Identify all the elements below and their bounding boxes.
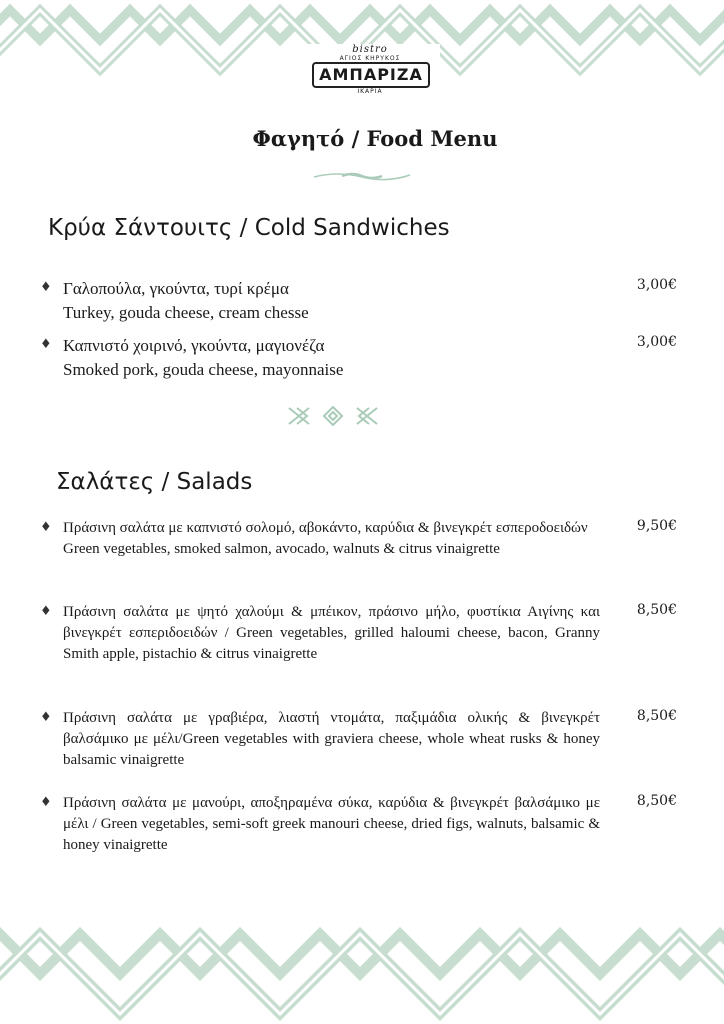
logo-town: ΑΓΙΟΣ ΚΗΡΥΚΟΣ — [339, 55, 401, 62]
bullet-diamond-icon: ♦ — [40, 710, 52, 725]
salad-item — [40, 708, 680, 774]
sandwich-item — [40, 277, 680, 327]
bistro-logo — [300, 44, 440, 102]
bullet-diamond-icon: ♦ — [40, 604, 52, 619]
sandwich-greek-name: Καπνιστό χοιρινό, γκούντα, μαγιονέζα — [63, 336, 325, 355]
sandwich-description — [63, 334, 600, 382]
sandwich-greek-name: Γαλοπούλα, γκούντα, τυρί κρέμα — [63, 279, 289, 298]
sandwich-price: 3,00€ — [636, 334, 677, 350]
title-flourish-ornament — [312, 168, 412, 187]
salad-price: 8,50€ — [636, 602, 677, 618]
sandwich-english-name: Smoked pork, gouda cheese, mayonnaise — [63, 360, 344, 379]
sandwich-description — [63, 277, 600, 325]
menu-title: Φαγητό / Food Menu — [252, 126, 498, 151]
salad-greek-text: Πράσινη σαλάτα με καπνιστό σολομό, αβοκάντο, καρύδια & βινεγκρέτ εσπεροδοειδών — [63, 520, 588, 536]
salad-item — [40, 793, 680, 859]
salad-price: 9,50€ — [636, 518, 677, 534]
bullet-diamond-icon: ♦ — [40, 280, 52, 295]
bullet-diamond-icon: ♦ — [40, 337, 52, 352]
bullet-diamond-icon: ♦ — [40, 795, 52, 810]
section-divider-ornament — [287, 404, 379, 432]
salad-description: Πράσινη σαλάτα με μανούρι, αποξηραμένα σύκα, καρύδια & βινεγκρέτ βαλσάμικο με μέλι / Green vegetables, semi-soft greek manouri cheese, dried figs, walnuts, balsamic & honey vinaigrette — [63, 795, 600, 853]
salads-heading: Σαλάτες / Salads — [56, 469, 253, 495]
bullet-diamond-icon: ♦ — [40, 520, 52, 535]
sandwiches-heading: Κρύα Σάντουιτς / Cold Sandwiches — [48, 215, 450, 241]
salad-price: 8,50€ — [636, 793, 677, 809]
sandwich-english-name: Turkey, gouda cheese, cream chesse — [63, 303, 309, 322]
salad-english-text: Green vegetables, smoked salmon, avocado, walnuts & citrus vinaigrette — [63, 541, 500, 557]
salad-description: Πράσινη σαλάτα με γραβιέρα, λιαστή ντομάτα, παξιμάδια ολικής & βινεγκρέτ βαλσάμικο με μέλι/Green vegetables with graviera cheese, whole wheat rusks & honey balsamic vinaigrette — [63, 710, 600, 768]
salad-description: Πράσινη σαλάτα με ψητό χαλούμι & μπέικον, πράσινο μήλο, φυστίκια Αιγίνης και βινεγκρέτ εσπεριδοειδών / Green vegetables, grilled haloumi cheese, bacon, Granny Smith apple, pistachio & citrus vinaigrette — [63, 604, 600, 662]
salad-price: 8,50€ — [636, 708, 677, 724]
logo-name: ΑΜΠΑΡΙΖΑ — [312, 62, 430, 88]
logo-tagline: bistro — [352, 44, 388, 55]
sandwich-price: 3,00€ — [636, 277, 677, 293]
sandwich-item — [40, 334, 680, 384]
salad-description — [63, 518, 600, 560]
salad-item — [40, 602, 680, 688]
logo-island: ΙΚΑΡΙΑ — [357, 88, 383, 95]
bottom-decorative-border — [0, 884, 724, 1024]
salad-item — [40, 518, 680, 584]
